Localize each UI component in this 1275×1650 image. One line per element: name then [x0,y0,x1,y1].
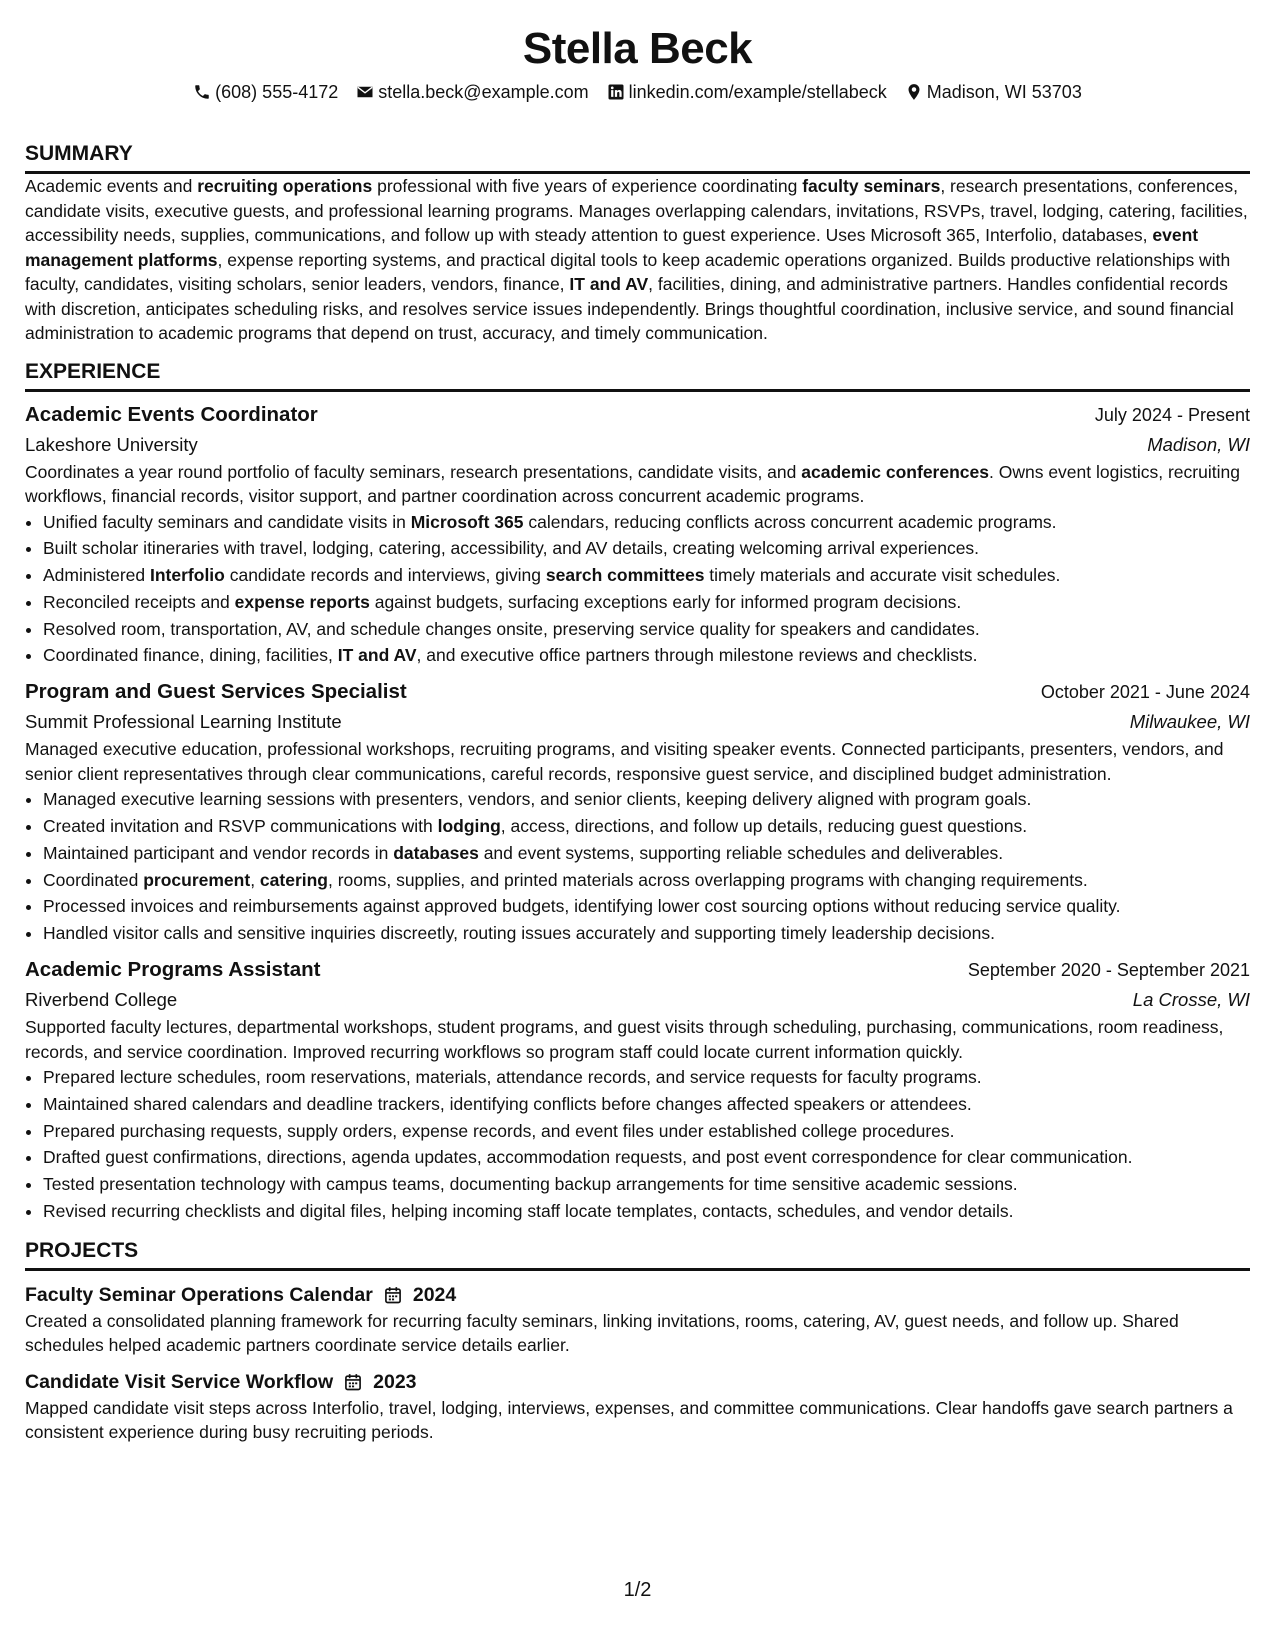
experience-section [25,358,1250,1225]
linkedin-icon [607,83,625,101]
calendar-icon [343,1372,363,1392]
bold-keyword: Microsoft 365 [410,511,524,532]
contact-linkedin[interactable] [607,80,887,104]
summary-heading: SUMMARY [25,140,1250,174]
job-company: Riverbend College [25,989,178,1011]
phone-text: (608) 555-4172 [215,82,339,102]
list-item: • Handled visitor calls and sensitive inquiries discreetly, routing issues accurately and supporting timely leadership decisions. [43,920,1250,947]
project-name: Candidate Visit Service Workflow [25,1370,334,1393]
list-item: • Tested presentation technology with campus teams, documenting backup arrangements for time sensitive academic sessions. [43,1171,1250,1198]
bold-keyword: recruiting operations [197,176,373,196]
list-item: • Managed executive learning sessions with presenters, vendors, and senior clients, keeping delivery aligned with program goals. [43,786,1250,813]
project-year: 2023 [373,1370,417,1393]
summary-section [25,140,1250,346]
location-text: Madison, WI 53703 [926,82,1082,102]
list-item: • Administered Interfolio candidate records and interviews, giving search committees timely materials and accurate visit schedules. [43,562,1250,589]
bold-keyword: IT and AV [569,274,649,294]
job-bullets [25,509,1250,670]
job-entry [25,400,1250,670]
bold-keyword: expense reports [234,591,370,612]
page-number: 1/2 [623,1579,652,1601]
linkedin-text: linkedin.com/example/stellabeck [628,82,887,102]
bold-keyword: lodging [437,816,501,837]
job-bullets [25,786,1250,947]
job-description: Managed executive education, professional workshops, recruiting programs, and visiting speaker events. Connected participants, presenters, vendors, and senior client representatives through clear communications, careful records, responsive guest service, and disciplined budget administration. [25,739,1224,784]
list-item: • Maintained shared calendars and deadline trackers, identifying conflicts before changes affected speakers or attendees. [43,1091,1250,1118]
list-item: • Prepared lecture schedules, room reservations, materials, attendance records, and service requests for faculty programs. [43,1064,1250,1091]
list-item: • Processed invoices and reimbursements against approved budgets, identifying lower cost sourcing options without reducing service quality. [43,893,1250,920]
bold-keyword: IT and AV [337,645,417,666]
job-entry [25,955,1250,1225]
contact-location [905,80,1082,104]
job-location: Madison, WI [1147,433,1250,455]
job-entry [25,677,1250,947]
projects-section [25,1237,1250,1445]
job-location: Milwaukee, WI [1129,711,1250,733]
job-description: Coordinates a year round portfolio of faculty seminars, research presentations, candidate visits, and academic conferences. Owns event logistics, recruiting workflows, financial records, visitor support, and partner coordination across concurrent academic programs. [25,461,1240,506]
list-item: • Reconciled receipts and expense reports against budgets, surfacing exceptions early for informed program decisions. [43,589,1250,616]
summary-text: Academic events and recruiting operations professional with five years of experience coordinating faculty seminars, research presentations, conferences, candidate visits, executive guests, and professional learning programs. Manages overlapping calendars, invitations, RSVPs, travel, lodging, catering, facilities, accessibility needs, supplies, communications, and follow up with steady attention to guest experience. Uses Microsoft 365, Interfolio, databases, event management platforms, expense reporting systems, and practical digital tools to keep academic operations organized. Builds productive relationships with faculty, candidates, visiting scholars, senior leaders, vendors, finance, IT and AV, facilities, dining, and administrative partners. Handles confidential records with discretion, anticipates scheduling risks, and resolves service issues independently. Brings thoughtful coordination, inclusive service, and sound financial administration to academic programs that depend on trust, accuracy, and timely communication. [25,176,1248,343]
list-item: • Maintained participant and vendor records in databases and event systems, supporting reliable schedules and deliverables. [43,840,1250,867]
project-entry [25,1281,1250,1358]
job-description: Supported faculty lectures, departmental workshops, student programs, and guest visits through scheduling, purchasing, communications, room readiness, records, and service coordination. Improved recurring workflows so program staff could locate current information quickly. [25,1017,1224,1062]
map-pin-icon [905,83,923,101]
experience-heading: EXPERIENCE [25,358,1250,392]
candidate-name: Stella Beck [522,24,753,73]
contact-bar [25,80,1250,104]
resume-page [25,0,1250,1445]
list-item: • Resolved room, transportation, AV, and schedule changes onsite, preserving service quality for speakers and candidates. [43,616,1250,643]
project-name: Faculty Seminar Operations Calendar [25,1283,373,1306]
job-title: Academic Programs Assistant [25,958,321,982]
list-item: • Drafted guest confirmations, directions, agenda updates, accommodation requests, and post event correspondence for clear communication. [43,1144,1250,1171]
list-item: • Built scholar itineraries with travel, lodging, catering, accessibility, and AV details, creating welcoming arrival experiences. [43,535,1250,562]
bold-keyword: procurement [143,869,251,890]
list-item: • Prepared purchasing requests, supply orders, expense records, and event files under established college procedures. [43,1118,1250,1145]
job-dates: July 2024 - Present [1094,404,1250,425]
bold-keyword: faculty seminars [802,176,941,196]
list-item: • Revised recurring checklists and digital files, helping incoming staff locate templates, contacts, schedules, and vendor details. [43,1198,1250,1225]
job-dates: October 2021 - June 2024 [1040,682,1250,703]
job-company: Lakeshore University [25,433,198,455]
phone-icon [193,83,211,101]
job-company: Summit Professional Learning Institute [25,711,342,733]
job-title: Program and Guest Services Specialist [25,680,407,704]
project-year: 2024 [412,1283,457,1306]
list-item: • Unified faculty seminars and candidate visits in Microsoft 365 calendars, reducing conflicts across concurrent academic programs. [43,509,1250,536]
bold-keyword: academic conferences [801,461,989,482]
job-dates: September 2020 - September 2021 [967,960,1250,981]
envelope-icon [356,83,374,101]
bold-keyword: event management platforms [25,225,1199,270]
bold-keyword: catering [259,869,328,890]
bold-keyword: Interfolio [150,565,225,586]
contact-phone[interactable] [193,80,338,104]
project-description: Created a consolidated planning framework for recurring faculty seminars, linking invitations, rooms, catering, AV, guest needs, and follow up. Shared schedules helped academic partners coordinate service details earlier. [25,1310,1179,1356]
bold-keyword: databases [393,842,479,863]
list-item: • Coordinated procurement, catering, rooms, supplies, and printed materials across overlapping programs with changing requirements. [43,867,1250,894]
contact-email[interactable] [356,80,588,104]
job-bullets [25,1064,1250,1225]
projects-heading: PROJECTS [25,1237,1250,1271]
calendar-icon [383,1285,403,1305]
list-item: • Created invitation and RSVP communications with lodging, access, directions, and follow up details, reducing guest questions. [43,813,1250,840]
list-item: • Coordinated finance, dining, facilities, IT and AV, and executive office partners through milestone reviews and checklists. [43,642,1250,669]
project-description: Mapped candidate visit steps across Interfolio, travel, lodging, interviews, expenses, and committee communications. Clear handoffs gave search partners a consistent experience during busy recruiting periods. [25,1397,1233,1443]
bold-keyword: search committees [545,565,705,586]
project-entry [25,1368,1250,1445]
job-location: La Crosse, WI [1132,989,1250,1011]
email-text: stella.beck@example.com [378,82,589,102]
job-title: Academic Events Coordinator [25,402,318,426]
